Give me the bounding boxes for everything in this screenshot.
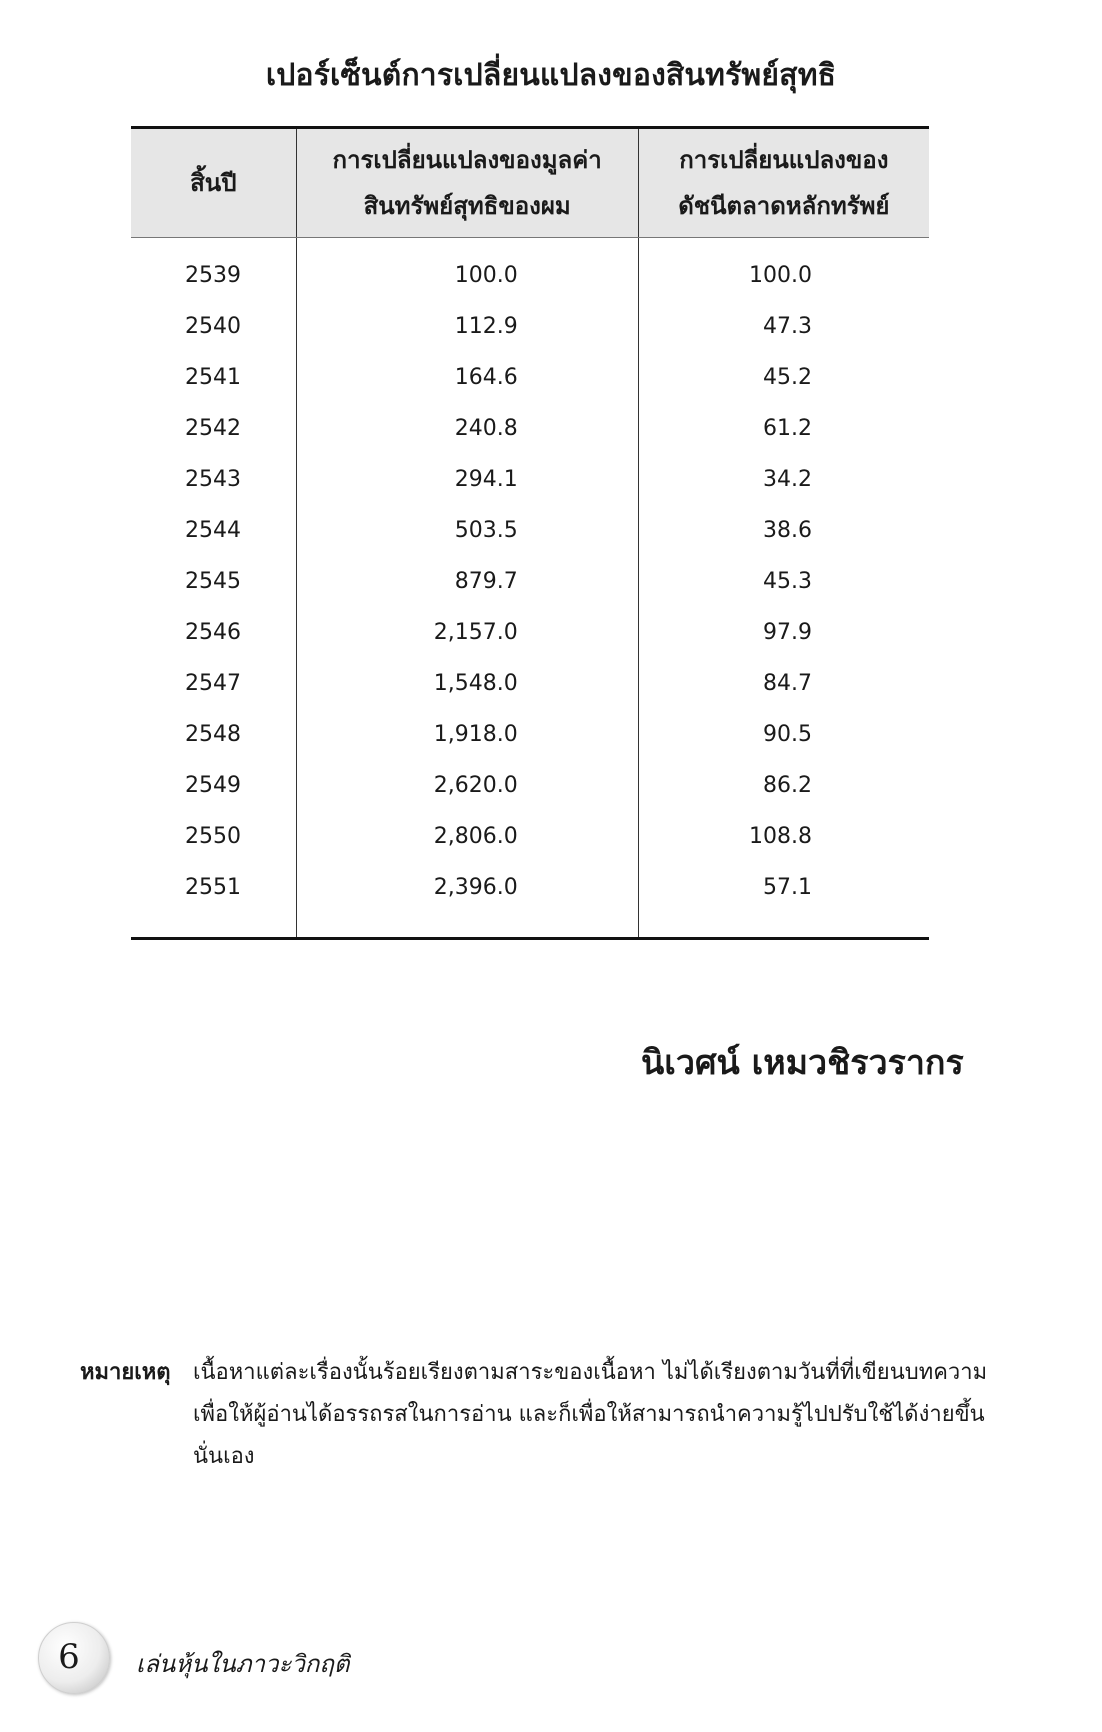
note-line: เนื้อหาแต่ละเรื่องนั้นร้อยเรียงตามสาระของเนื้อหา ไม่ได้เรียงตามวันที่ที่เขียนบทความ	[193, 1360, 988, 1385]
table-title: เปอร์เซ็นต์การเปลี่ยนแปลงของสินทรัพย์สุทธิ	[265, 58, 837, 93]
cell-index-change: 84.7	[638, 658, 929, 709]
cell-year: 2545	[185, 569, 241, 594]
table-row	[131, 301, 929, 352]
cell-my-asset-change: 2,806.0	[296, 811, 638, 862]
table-row	[131, 352, 929, 403]
cell-index-change: 90.5	[638, 709, 929, 760]
table-row	[131, 709, 929, 760]
cell-my-asset-change: 1,548.0	[296, 658, 638, 709]
cell-my-asset-change: 240.8	[296, 403, 638, 454]
page-number: 6	[58, 1637, 80, 1677]
cell-year: 2540	[185, 314, 241, 339]
cell-year: 2547	[185, 671, 241, 696]
cell-my-asset-change: 112.9	[296, 301, 638, 352]
header-year	[131, 128, 296, 238]
cell-index-change: 38.6	[638, 505, 929, 556]
table-header-row	[131, 128, 929, 238]
header-index-line-2: ดัชนีตลาดหลักทรัพย์	[678, 192, 890, 220]
note-label: หมายเหตุ	[80, 1360, 171, 1385]
cell-year: 2546	[185, 620, 241, 645]
cell-index-change: 34.2	[638, 454, 929, 505]
cell-index-change: 47.3	[638, 301, 929, 352]
cell-index-change: 57.1	[638, 862, 929, 939]
cell-my-asset-change: 879.7	[296, 556, 638, 607]
cell-my-asset-change: 2,396.0	[296, 862, 638, 939]
table-row	[131, 862, 929, 939]
cell-my-asset-change: 100.0	[296, 238, 638, 302]
cell-my-asset-change: 2,157.0	[296, 607, 638, 658]
running-book-title: เล่นหุ้นในภาวะวิกฤติ	[136, 1650, 350, 1678]
table-row	[131, 403, 929, 454]
cell-my-asset-change: 294.1	[296, 454, 638, 505]
cell-index-change: 97.9	[638, 607, 929, 658]
table-row	[131, 454, 929, 505]
cell-year: 2550	[185, 824, 241, 849]
cell-year: 2548	[185, 722, 241, 747]
header-mine-line-1: การเปลี่ยนแปลงของมูลค่า	[332, 146, 602, 174]
cell-year: 2543	[185, 467, 241, 492]
cell-year: 2539	[185, 263, 241, 288]
cell-year: 2541	[185, 365, 241, 390]
table-row	[131, 811, 929, 862]
cell-year: 2544	[185, 518, 241, 543]
cell-my-asset-change: 2,620.0	[296, 760, 638, 811]
net-asset-change-table	[131, 126, 929, 940]
header-year-label: สิ้นปี	[190, 169, 237, 197]
cell-index-change: 45.3	[638, 556, 929, 607]
table-row	[131, 556, 929, 607]
table-row	[131, 505, 929, 556]
cell-year: 2551	[131, 862, 296, 939]
cell-index-change: 45.2	[638, 352, 929, 403]
header-index-change	[638, 128, 929, 238]
cell-my-asset-change: 164.6	[296, 352, 638, 403]
cell-year: 2549	[185, 773, 241, 798]
header-index-line-1: การเปลี่ยนแปลงของ	[679, 146, 889, 174]
header-mine-line-2: สินทรัพย์สุทธิของผม	[363, 192, 571, 220]
cell-index-change: 61.2	[638, 403, 929, 454]
cell-my-asset-change: 503.5	[296, 505, 638, 556]
cell-index-change: 100.0	[638, 238, 929, 302]
cell-index-change: 86.2	[638, 760, 929, 811]
cell-index-change: 108.8	[638, 811, 929, 862]
header-my-net-asset-change	[296, 128, 638, 238]
author-name: นิเวศน์ เหมวชิรวรากร	[641, 1043, 964, 1083]
table-row	[131, 607, 929, 658]
note-line: เพื่อให้ผู้อ่านได้อรรถรสในการอ่าน และก็เพื่อให้สามารถนำความรู้ไปปรับใช้ได้ง่ายขึ้น	[193, 1402, 985, 1427]
table-row	[131, 658, 929, 709]
cell-my-asset-change: 1,918.0	[296, 709, 638, 760]
cell-year: 2542	[185, 416, 241, 441]
table-row	[131, 238, 929, 302]
table-row	[131, 760, 929, 811]
note-line: นั่นเอง	[193, 1444, 255, 1469]
